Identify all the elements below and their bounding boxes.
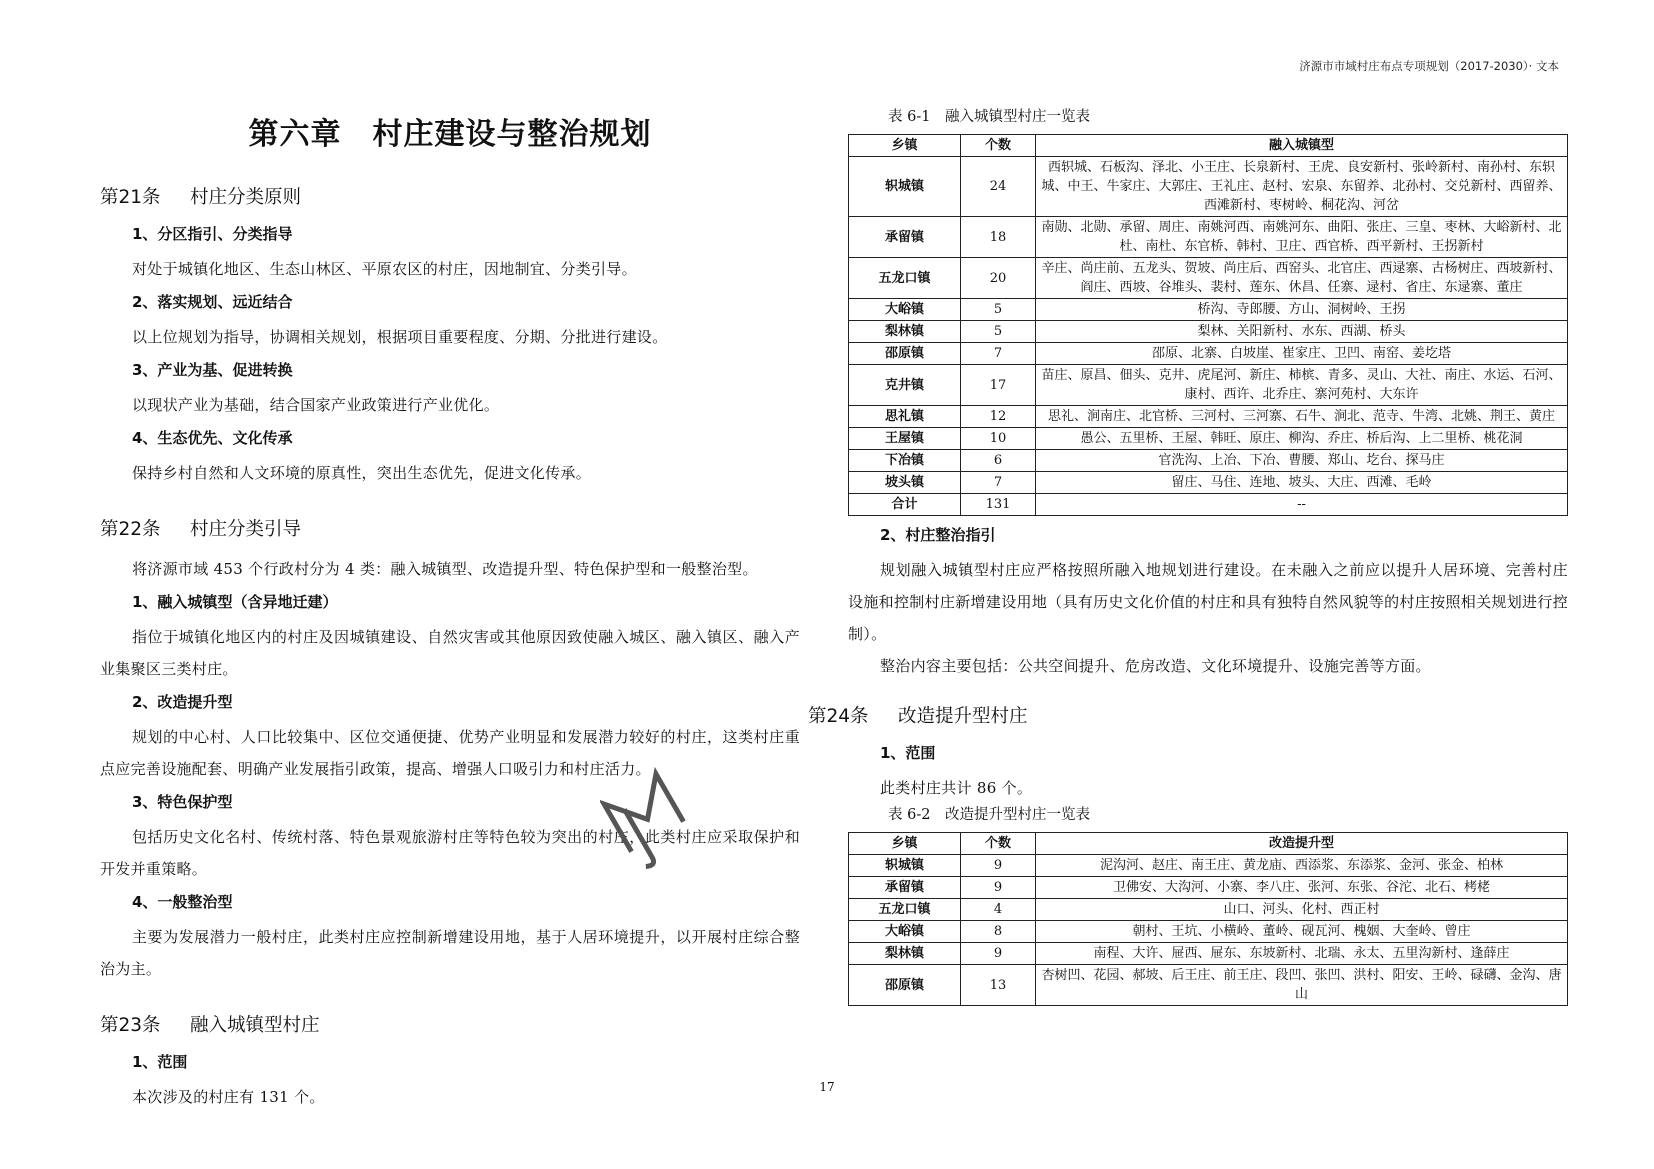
town-cell: 大峪镇	[849, 299, 961, 321]
villages-cell: 泥沟河、赵庄、南王庄、黄龙庙、西添浆、东添浆、金河、张金、柏林	[1036, 855, 1568, 877]
watermark-logo-icon	[600, 760, 690, 870]
town-cell: 轵城镇	[849, 855, 961, 877]
table-row	[849, 450, 1568, 472]
table-row	[849, 365, 1568, 406]
paragraph: 包括历史文化名村、传统村落、特色景观旅游村庄等特色较为突出的村庄，此类村庄应采取保护和开发并重策略。	[100, 828, 800, 878]
table-6-2	[848, 832, 1568, 1006]
article-title: 村庄分类原则	[190, 187, 302, 208]
paragraph: 规划融入城镇型村庄应严格按照所融入地规划进行建设。在未融入之前应以提升人居环境、完善村庄设施和控制村庄新增建设用地（具有历史文化价值的村庄和具有独特自然风貌等的村庄按照相关规划进行控制）。	[848, 561, 1568, 643]
villages-cell: 杏树凹、花园、郝坡、后王庄、前王庄、段凹、张凹、洪村、阳安、王岭、碌礴、金沟、唐山	[1036, 965, 1568, 1006]
table-row	[849, 472, 1568, 494]
villages-cell: 南程、大许、屉西、屉东、东坡新村、北瑞、永太、五里沟新村、逢薛庄	[1036, 943, 1568, 965]
town-cell: 梨林镇	[849, 943, 961, 965]
count-cell: 6	[961, 450, 1036, 472]
count-cell: 5	[961, 299, 1036, 321]
running-header: 济源市市域村庄布点专项规划（2017-2030）· 文本	[1299, 59, 1559, 73]
table-row	[849, 855, 1568, 877]
table-row	[849, 921, 1568, 943]
paragraph: 以现状产业为基础，结合国家产业政策进行产业优化。	[132, 396, 500, 414]
subheading: 1、范围	[132, 1053, 188, 1071]
town-cell: 克井镇	[849, 365, 961, 406]
count-cell: 7	[961, 343, 1036, 365]
villages-cell: --	[1036, 494, 1568, 516]
table-row	[849, 943, 1568, 965]
table-row	[849, 406, 1568, 428]
table-row	[849, 299, 1568, 321]
column-header: 融入城镇型	[1036, 135, 1568, 157]
villages-cell: 辛庄、尚庄前、五龙头、贺坡、尚庄后、西窑头、北官庄、西逯寨、古杨树庄、西坡新村、阎庄、西坡、谷堆头、裴村、莲东、休昌、任寨、逯村、省庄、东逯寨、董庄	[1036, 258, 1568, 299]
villages-cell: 山口、河头、化村、西正村	[1036, 899, 1568, 921]
count-cell: 4	[961, 899, 1036, 921]
article-22-heading	[100, 515, 800, 541]
count-cell: 12	[961, 406, 1036, 428]
count-cell: 24	[961, 157, 1036, 217]
paragraph: 指位于城镇化地区内的村庄及因城镇建设、自然灾害或其他原因致使融入城区、融入镇区、融入产业集聚区三类村庄。	[100, 628, 800, 678]
article-23-heading	[100, 1011, 800, 1037]
town-cell: 邵原镇	[849, 343, 961, 365]
table-row	[849, 321, 1568, 343]
count-cell: 9	[961, 943, 1036, 965]
table-row	[849, 899, 1568, 921]
town-cell: 邵原镇	[849, 965, 961, 1006]
subheading: 1、范围	[880, 744, 936, 762]
table-total-row	[849, 494, 1568, 516]
chapter-title: 第六章 村庄建设与整治规划	[248, 117, 652, 152]
paragraph: 此类村庄共计 86 个。	[880, 779, 1033, 797]
count-cell: 20	[961, 258, 1036, 299]
table-row	[849, 157, 1568, 217]
subheading: 3、产业为基、促进转换	[132, 361, 293, 379]
villages-cell: 邵原、北寨、白坡崖、崔家庄、卫凹、南窑、姜圪塔	[1036, 343, 1568, 365]
subheading: 2、落实规划、远近结合	[132, 293, 293, 311]
subheading: 4、生态优先、文化传承	[132, 429, 293, 447]
subheading: 4、一般整治型	[132, 893, 233, 911]
town-cell: 承留镇	[849, 877, 961, 899]
paragraph: 本次涉及的村庄有 131 个。	[132, 1088, 325, 1106]
town-cell: 思礼镇	[849, 406, 961, 428]
villages-cell: 官洗沟、上冶、下冶、曹腰、郑山、圪台、探马庄	[1036, 450, 1568, 472]
town-cell: 下冶镇	[849, 450, 961, 472]
count-cell: 13	[961, 965, 1036, 1006]
paragraph: 主要为发展潜力一般村庄，此类村庄应控制新增建设用地，基于人居环境提升，以开展村庄综合整治为主。	[100, 928, 800, 978]
town-cell: 坡头镇	[849, 472, 961, 494]
article-number: 第21条	[100, 187, 161, 208]
paragraph: 将济源市域 453 个行政村分为 4 类：融入城镇型、改造提升型、特色保护型和一般整治型。	[132, 560, 758, 578]
count-cell: 5	[961, 321, 1036, 343]
page-number: 17	[819, 1080, 835, 1094]
subheading: 2、村庄整治指引	[880, 526, 996, 544]
article-number: 第23条	[100, 1015, 161, 1036]
subheading: 1、分区指引、分类指导	[132, 225, 293, 243]
table-row	[849, 877, 1568, 899]
villages-cell: 愚公、五里桥、王屋、韩旺、原庄、柳沟、乔庄、桥后沟、上二里桥、桃花洞	[1036, 428, 1568, 450]
table-row	[849, 343, 1568, 365]
subheading: 2、改造提升型	[132, 693, 233, 711]
article-number: 第22条	[100, 519, 161, 540]
column-header: 个数	[961, 833, 1036, 855]
paragraph: 保持乡村自然和人文环境的原真性，突出生态优先，促进文化传承。	[132, 464, 592, 482]
villages-cell: 梨林、关阳新村、水东、西湖、桥头	[1036, 321, 1568, 343]
town-cell: 王屋镇	[849, 428, 961, 450]
table-6-1	[848, 134, 1568, 516]
article-24-heading	[808, 702, 1568, 728]
table-header-row	[849, 833, 1568, 855]
count-cell: 18	[961, 217, 1036, 258]
table-row	[849, 965, 1568, 1006]
column-header: 改造提升型	[1036, 833, 1568, 855]
right-column	[808, 106, 1568, 1006]
count-cell: 8	[961, 921, 1036, 943]
town-cell: 合计	[849, 494, 961, 516]
town-cell: 承留镇	[849, 217, 961, 258]
villages-cell: 卫佛安、大沟河、小寨、李八庄、张河、东张、谷沱、北石、栲栳	[1036, 877, 1568, 899]
article-21-heading	[100, 183, 800, 209]
table-row	[849, 217, 1568, 258]
paragraph: 对处于城镇化地区、生态山林区、平原农区的村庄，因地制宜、分类引导。	[132, 260, 637, 278]
villages-cell: 朝村、王坑、小横岭、董岭、砚瓦河、槐姻、大奎岭、曾庄	[1036, 921, 1568, 943]
table-row	[849, 258, 1568, 299]
count-cell: 9	[961, 855, 1036, 877]
town-cell: 大峪镇	[849, 921, 961, 943]
town-cell: 梨林镇	[849, 321, 961, 343]
paragraph: 整治内容主要包括：公共空间提升、危房改造、文化环境提升、设施完善等方面。	[880, 657, 1431, 675]
left-column	[100, 95, 800, 1113]
paragraph: 规划的中心村、人口比较集中、区位交通便捷、优势产业明显和发展潜力较好的村庄，这类村庄重点应完善设施配套、明确产业发展指引政策，提高、增强人口吸引力和村庄活力。	[100, 728, 800, 778]
column-header: 乡镇	[849, 135, 961, 157]
villages-cell: 苗庄、原昌、佃头、克井、虎尾河、新庄、柿槟、青多、灵山、大社、南庄、水运、石河、康村、西许、北乔庄、寨河苑村、大东许	[1036, 365, 1568, 406]
count-cell: 10	[961, 428, 1036, 450]
villages-cell: 西轵城、石板沟、泽北、小王庄、长泉新村、王虎、良安新村、张岭新村、南孙村、东轵城、中王、牛家庄、大郭庄、王礼庄、赵村、宏泉、东留养、北孙村、交兑新村、西留养、西滩新村、枣树岭、桐花沟、河岔	[1036, 157, 1568, 217]
article-title: 改造提升型村庄	[898, 706, 1028, 727]
article-title: 村庄分类引导	[190, 519, 302, 540]
table-6-1-caption: 表 6-1 融入城镇型村庄一览表	[888, 109, 1090, 125]
column-header: 乡镇	[849, 833, 961, 855]
table-row	[849, 428, 1568, 450]
town-cell: 五龙口镇	[849, 899, 961, 921]
count-cell: 7	[961, 472, 1036, 494]
subheading: 1、融入城镇型（含异地迁建）	[132, 593, 338, 611]
villages-cell: 留庄、马住、连地、坡头、大庄、西滩、毛岭	[1036, 472, 1568, 494]
table-header-row	[849, 135, 1568, 157]
villages-cell: 南勋、北勋、承留、周庄、南姚河西、南姚河东、曲阳、张庄、三皇、枣林、大峪新村、北杜、南杜、东官桥、韩村、卫庄、西官桥、西平新村、王拐新村	[1036, 217, 1568, 258]
article-number: 第24条	[808, 706, 869, 727]
count-cell: 131	[961, 494, 1036, 516]
paragraph: 以上位规划为指导，协调相关规划，根据项目重要程度、分期、分批进行建设。	[132, 328, 668, 346]
count-cell: 9	[961, 877, 1036, 899]
subheading: 3、特色保护型	[132, 793, 233, 811]
town-cell: 五龙口镇	[849, 258, 961, 299]
villages-cell: 桥沟、寺郎腰、方山、洞树岭、王拐	[1036, 299, 1568, 321]
column-header: 个数	[961, 135, 1036, 157]
count-cell: 17	[961, 365, 1036, 406]
town-cell: 轵城镇	[849, 157, 961, 217]
article-title: 融入城镇型村庄	[190, 1015, 320, 1036]
table-6-2-caption: 表 6-2 改造提升型村庄一览表	[888, 807, 1090, 823]
villages-cell: 思礼、涧南庄、北官桥、三河村、三河寨、石牛、涧北、范寺、牛湾、北姚、荆王、黄庄	[1036, 406, 1568, 428]
